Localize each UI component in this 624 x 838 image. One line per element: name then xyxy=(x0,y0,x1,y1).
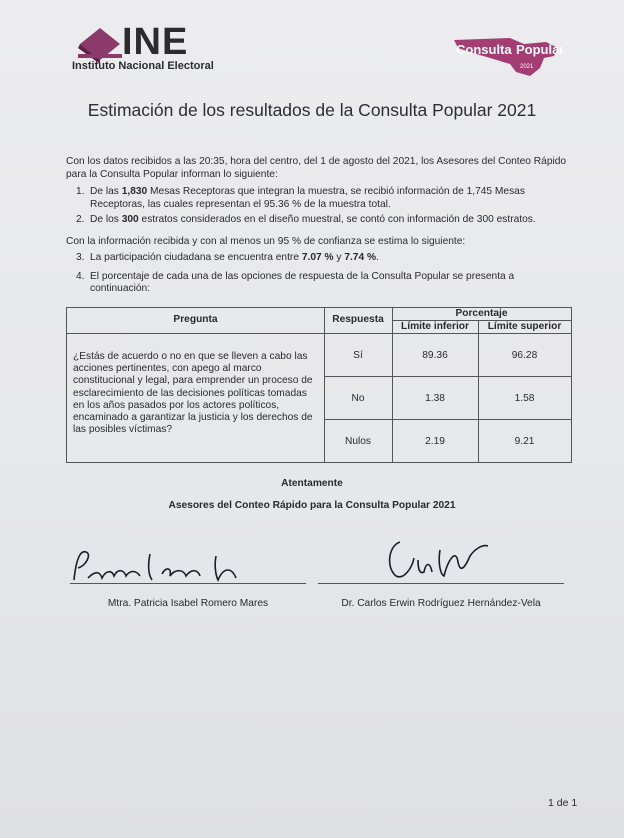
table-row: Nulos 2.19 9.21 xyxy=(344,436,535,447)
ine-acronym: INE xyxy=(122,21,189,63)
mexico-map-icon xyxy=(450,34,562,80)
header-porcentaje: Porcentaje xyxy=(455,308,508,319)
signature-line-2 xyxy=(318,583,564,584)
svg-text:Popular: Popular xyxy=(516,42,562,57)
list-item: 2. De los 300 estratos considerados en el diseño muestral, se contó con información de 300 estratos. xyxy=(76,214,536,225)
page-number: 1 de 1 xyxy=(548,797,578,809)
list-item: 1. De las 1,830 Mesas Receptoras que integran la muestra, se recibió información de 1,745 Mesas Receptoras, las cuales representan el 95.36 % de la muestra total. xyxy=(76,186,525,210)
svg-text:2021: 2021 xyxy=(520,64,534,70)
question-cell: ¿Estás de acuerdo o no en que se lleven a cabo las acciones pertinentes, con apego al marco constitucional y legal, para emprender un proceso de esclarecimiento de las decisiones políticas tomadas en los años pasados por los actores políticos, encaminado a garantizar la justicia y los derechos de las posibles víctimas? xyxy=(73,351,313,436)
closing-salutation: Atentamente xyxy=(281,478,343,489)
signature-1 xyxy=(66,540,286,588)
ine-ballot-icon xyxy=(78,26,122,64)
consulta-popular-logo xyxy=(450,34,562,80)
header-respuesta: Respuesta xyxy=(332,314,384,325)
signatory-group: Asesores del Conteo Rápido para la Consulta Popular 2021 xyxy=(168,500,456,511)
table-row: No 1.38 1.58 xyxy=(351,393,535,404)
signer-1-name: Mtra. Patricia Isabel Romero Mares xyxy=(107,598,269,609)
findings-list-b xyxy=(66,252,572,299)
signer-2-name: Dr. Carlos Erwin Rodríguez Hernández-Vela xyxy=(341,598,541,609)
document-title: Estimación de los resultados de la Consulta Popular 2021 xyxy=(87,100,537,120)
ine-name: Instituto Nacional Electoral xyxy=(72,60,214,72)
results-table xyxy=(66,307,572,463)
list-item: 4. El porcentaje de cada una de las opciones de respuesta de la Consulta Popular se presenta a continuación: xyxy=(76,270,515,294)
confidence-paragraph: Con la información recibida y con al menos un 95 % de confianza se estima lo siguiente: xyxy=(66,236,466,247)
findings-list-a xyxy=(66,186,572,230)
table-row: Sí 89.36 96.28 xyxy=(353,350,538,361)
header-limite-inferior: Límite inferior xyxy=(401,321,469,332)
ine-logo xyxy=(72,22,242,78)
list-item: 3. La participación ciudadana se encuentra entre 7.07 % y 7.74 %. xyxy=(76,252,379,263)
svg-text:Consulta: Consulta xyxy=(456,42,512,57)
signature-2 xyxy=(378,532,508,584)
signature-line-1 xyxy=(70,583,306,584)
header-limite-superior: Límite superior xyxy=(487,321,562,332)
intro-paragraph: Con los datos recibidos a las 20:35, hora del centro, del 1 de agosto del 2021, los Asesores del Conteo Rápido para la Consulta Popular informan lo siguiente: xyxy=(66,156,567,180)
header-pregunta: Pregunta xyxy=(173,314,218,325)
